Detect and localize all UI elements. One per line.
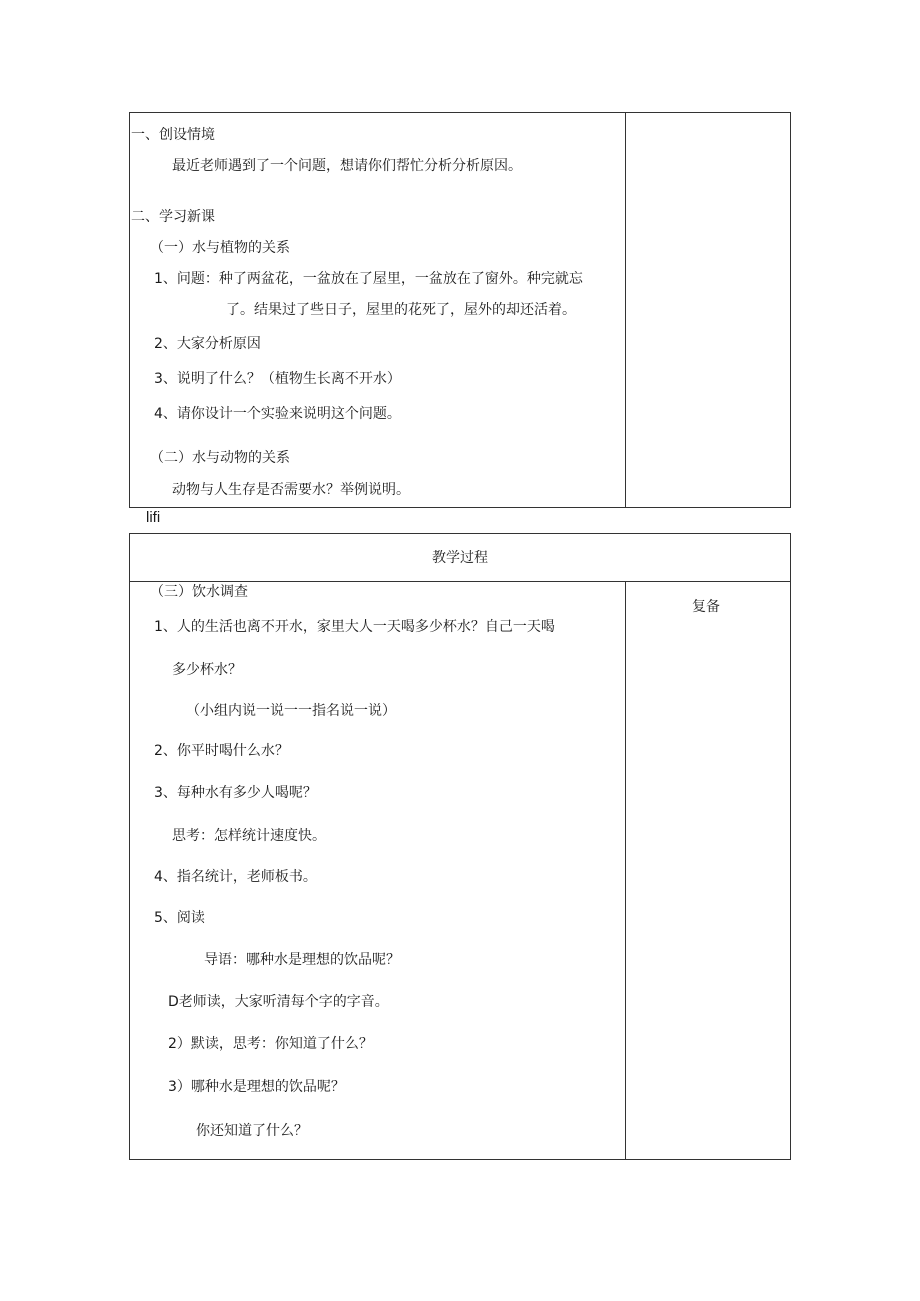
text-line: 最近老师遇到了一个问题，想请你们帮忙分析分析原因。	[172, 158, 522, 174]
text-line: 动物与人生存是否需要水？举例说明。	[172, 482, 410, 498]
text-line: 2、你平时喝什么水？	[154, 743, 289, 759]
column-divider	[625, 581, 626, 1159]
text-line: 多少杯水？	[172, 662, 242, 678]
text-line: 2）默读，思考：你知道了什么？	[168, 1036, 373, 1052]
text-line: 导语：哪种水是理想的饮品呢？	[204, 952, 400, 968]
text-line: 3、每种水有多少人喝呢？	[154, 785, 317, 801]
text-line: 5、阅读	[154, 910, 205, 926]
text-line: 思考：怎样统计速度快。	[172, 828, 326, 844]
section-heading-2: 二、学习新课	[131, 209, 215, 225]
section-heading-1: 一、创设情境	[131, 127, 215, 143]
subsection-heading: （二）水与动物的关系	[150, 450, 290, 466]
text-line: 3、说明了什么？（植物生长离不开水）	[154, 371, 401, 387]
column-divider	[625, 113, 626, 507]
side-column-label: 复备	[692, 599, 720, 615]
text-line: 1、人的生活也离不开水，家里大人一天喝多少杯水？自己一天喝	[154, 619, 555, 635]
text-line: 4、请你设计一个实验来说明这个问题。	[154, 406, 401, 422]
text-line: 4、指名统计，老师板书。	[154, 869, 317, 885]
text-line: （小组内说一说一一指名说一说）	[186, 703, 396, 719]
stray-text-mark: lifi	[146, 509, 161, 526]
text-line: 2、大家分析原因	[154, 336, 261, 352]
text-line: 3）哪种水是理想的饮品呢？	[168, 1079, 345, 1095]
text-line: 1、问题：种了两盆花，一盆放在了屋里，一盆放在了窗外。种完就忘	[154, 271, 583, 287]
text-line: D老师读，大家听清每个字的字音。	[168, 994, 389, 1010]
text-line: 了。结果过了些日子，屋里的花死了，屋外的却还活着。	[226, 302, 576, 318]
subsection-heading: （三）饮水调查	[150, 584, 248, 600]
header-divider	[130, 581, 790, 582]
table-header-title: 教学过程	[432, 550, 488, 566]
subsection-heading: （一）水与植物的关系	[150, 240, 290, 256]
text-line: 你还知道了什么？	[196, 1123, 308, 1139]
